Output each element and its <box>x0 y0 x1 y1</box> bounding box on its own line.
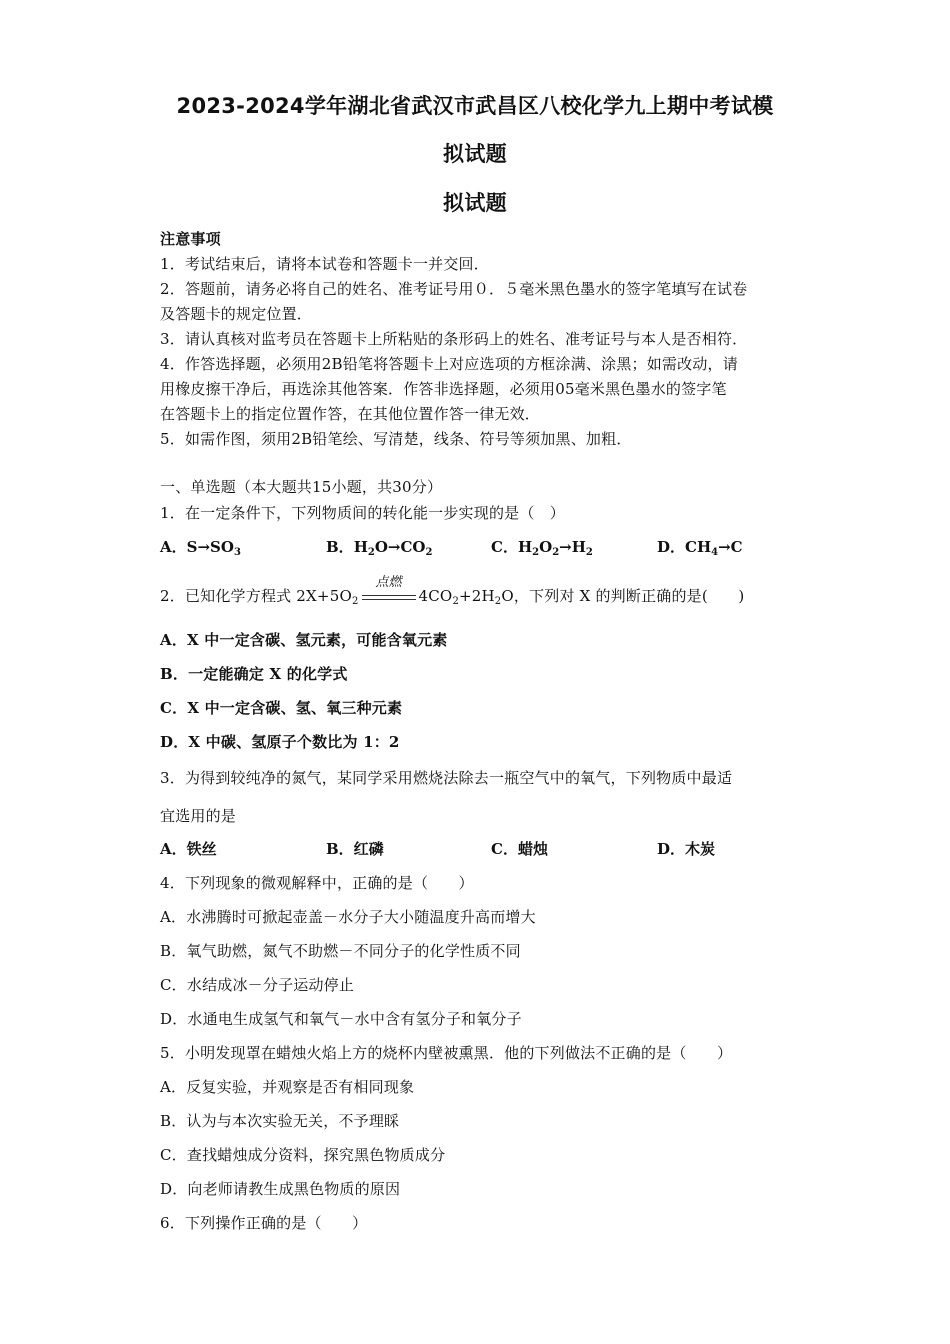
question-5-stem: 5．小明发现罩在蜡烛火焰上方的烧杯内壁被熏黑．他的下列做法不正确的是（ ） <box>160 1044 733 1062</box>
question-3-option-a: A．铁丝 <box>160 840 217 858</box>
question-5-option-d: D．向老师请教生成黑色物质的原因 <box>160 1180 401 1198</box>
page-title-line1: 2023-2024学年湖北省武汉市武昌区八校化学九上期中考试模 <box>176 94 774 118</box>
notice-item: 用橡皮擦干净后，再选涂其他答案．作答非选择题，必须用05毫米黑色墨水的签字笔 <box>160 380 727 398</box>
notice-item: 1．考试结束后，请将本试卷和答题卡一并交回． <box>160 255 489 273</box>
section-heading: 一、单选题（本大题共15小题，共30分） <box>160 478 443 496</box>
question-1-option-b: B．$H_2O\to CO_2$ <box>326 538 433 558</box>
question-5-option-c: C．查找蜡烛成分资料，探究黑色物质成分 <box>160 1146 446 1164</box>
question-2-option-a: A．X 中一定含碳、氢元素，可能含氧元素 <box>160 631 448 649</box>
question-3-option-b: B．红磷 <box>326 840 384 858</box>
question-3-option-c: C．蜡烛 <box>491 840 548 858</box>
question-5-option-a: A．反复实验，并观察是否有相同现象 <box>160 1078 415 1096</box>
question-5-option-b: B．认为与本次实验无关，不予理睬 <box>160 1112 400 1130</box>
notice-item: 及答题卡的规定位置． <box>160 305 313 323</box>
question-2-option-d: D．X 中碳、氢原子个数比为 1：2 <box>160 733 400 751</box>
question-3-option-d: D．木炭 <box>657 840 716 858</box>
page-title-line2: 拟试题 <box>443 142 507 166</box>
question-1-option-c: C．$H_2O_2\to H_2$ <box>491 538 593 558</box>
question-4-option-d: D．水通电生成氢气和氧气－水中含有氢分子和氧分子 <box>160 1010 522 1028</box>
notice-item: 2．答题前，请务必将自己的姓名、准考证号用０．５毫米黑色墨水的签字笔填写在试卷 <box>160 280 748 298</box>
question-4-option-b: B．氧气助燃，氮气不助燃－不同分子的化学性质不同 <box>160 942 521 960</box>
reaction-condition: 点燃 <box>360 583 418 605</box>
question-1-option-d: D．$CH_4\to C$ <box>657 538 743 558</box>
question-1-option-a: A．$S\to SO_3$ <box>160 538 241 558</box>
question-1-stem: 1．在一定条件下，下列物质间的转化能一步实现的是（ ） <box>160 504 565 522</box>
notice-heading: 注意事项 <box>160 230 221 248</box>
question-3-stem-cont: 宜选用的是 <box>160 807 237 825</box>
question-6-stem: 6．下列操作正确的是（ ） <box>160 1214 368 1232</box>
question-3-stem: 3．为得到较纯净的氮气，某同学采用燃烧法除去一瓶空气中的氧气，下列物质中最适 <box>160 769 733 787</box>
question-2-option-c: C．X 中一定含碳、氢、氧三种元素 <box>160 699 403 717</box>
question-2-option-b: B．一定能确定 X 的化学式 <box>160 665 348 683</box>
page-title-line3: 拟试题 <box>443 191 507 215</box>
question-4-stem: 4．下列现象的微观解释中，正确的是（ ） <box>160 874 474 892</box>
notice-item: 4．作答选择题，必须用2B铅笔将答题卡上对应选项的方框涂满、涂黑；如需改动，请 <box>160 355 738 373</box>
question-4-option-a: A．水沸腾时可掀起壶盖－水分子大小随温度升高而增大 <box>160 908 536 926</box>
notice-item: 5．如需作图，须用2B铅笔绘、写清楚，线条、符号等须加黑、加粗． <box>160 430 632 448</box>
notice-item: 在答题卡上的指定位置作答，在其他位置作答一律无效． <box>160 405 541 423</box>
question-2-stem: 2．已知化学方程式 $2X+5O_2$ 点燃 $4CO_2+2H_2O$，下列对 X 的判断正确的是( ) <box>160 575 745 607</box>
question-4-option-c: C．水结成冰－分子运动停止 <box>160 976 355 994</box>
notice-item: 3．请认真核对监考员在答题卡上所粘贴的条形码上的姓名、准考证号与本人是否相符． <box>160 330 748 348</box>
